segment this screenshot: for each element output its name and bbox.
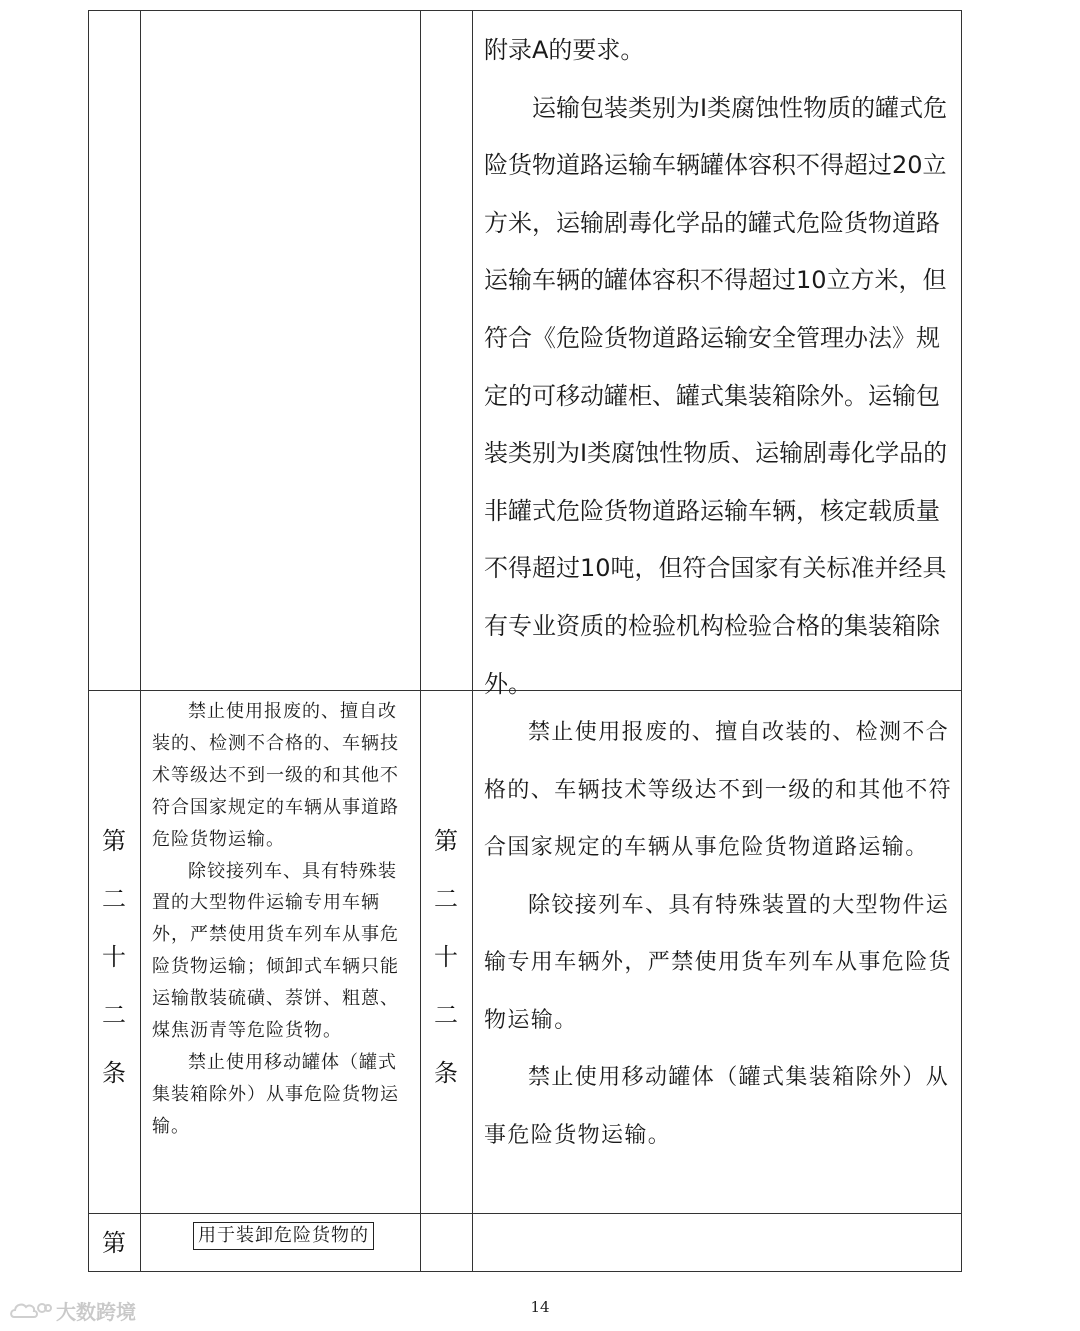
paragraph: 禁止使用报废的、擅自改装的、检测不合格的、车辆技术等级达不到一级的和其他不符合国家规定的车辆从事道路危险货物运输。: [152, 701, 399, 850]
row2-revised-text-cell: [472, 690, 962, 1213]
row2-original-text-cell: [140, 690, 420, 1213]
paragraph: 除铰接列车、具有特殊装置的大型物件运输专用车辆外，严禁使用货车列车从事危险货物运输；倾卸式车辆只能运输散装硫磺、萘饼、粗蒽、煤焦沥青等危险货物。: [152, 860, 399, 1042]
watermark: [8, 1296, 136, 1325]
paragraph: 禁止使用移动罐体（罐式集装箱除外）从事危险货物运输。: [152, 1051, 399, 1137]
paragraph: 除铰接列车、具有特殊装置的大型物件运输专用车辆外，严禁使用货车列车从事危险货物运输。: [484, 892, 953, 1033]
article-number-next: 第: [102, 1229, 126, 1257]
page-number: 14: [530, 1298, 550, 1316]
cloud-logo-icon: [8, 1299, 52, 1323]
row1-revised-text-cell: [472, 10, 962, 698]
article-number-original: 第 二 十 二 条: [102, 827, 126, 1087]
watermark-text: 大数跨境: [56, 1300, 136, 1324]
paragraph: 运输包装类别为Ⅰ类腐蚀性物质的罐式危险货物道路运输车辆罐体容积不得超过20立方米，运输剧毒化学品的罐式危险货物道路运输车辆的罐体容积不得超过10立方米，但符合《危险货物道路运输安全管理办法》规定的可移动罐柜、罐式集装箱除外。运输包装类别为Ⅰ类腐蚀性物质、运输剧毒化学品的非罐式危险货物道路运输车辆，核定载质量不得超过10吨，但符合国家有关标准并经具有专业资质的检验机构检验合格的集装箱除外。: [484, 93, 948, 698]
paragraph: 禁止使用报废的、擅自改装的、检测不合格的、车辆技术等级达不到一级的和其他不符合国家规定的车辆从事危险货物道路运输。: [484, 720, 953, 860]
paragraph: 附录A的要求。: [484, 36, 645, 64]
paragraph: 禁止使用移动罐体（罐式集装箱除外）从事危险货物运输。: [484, 1065, 950, 1148]
article-number-revised: 第 二 十 二 条: [434, 827, 458, 1087]
row-divider: [88, 1213, 962, 1214]
row3-original-text-snippet: 用于装卸危险货物的: [193, 1222, 374, 1250]
